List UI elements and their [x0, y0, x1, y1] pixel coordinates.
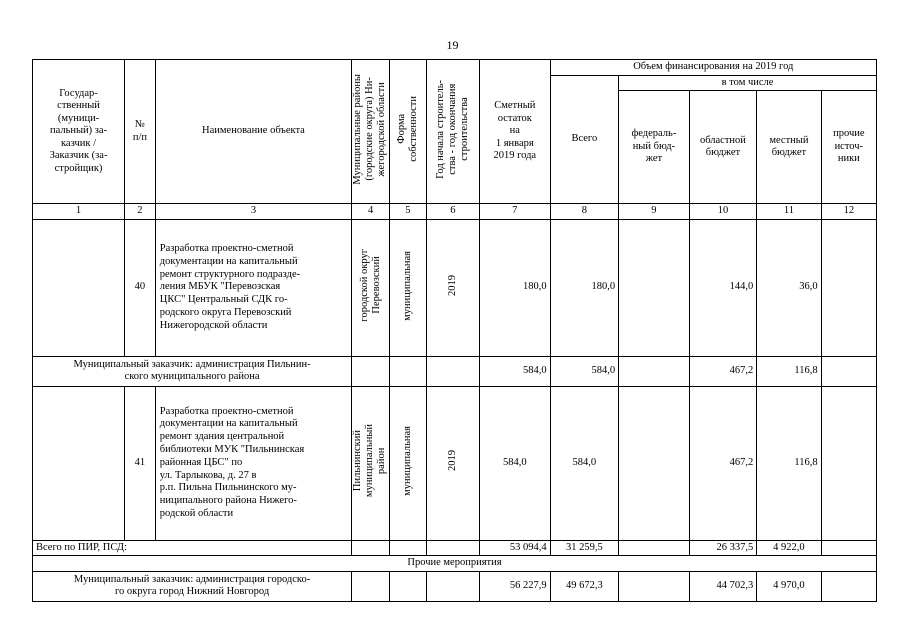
regional: 467,2: [689, 356, 757, 386]
total: 584,0: [550, 356, 619, 386]
table-row-total-pir: [33, 540, 877, 556]
header-federal: федераль- ный бюд- жет: [619, 91, 690, 204]
regional: 144,0: [689, 219, 757, 356]
table-row-customer-nn: [33, 571, 877, 601]
local: 4 970,0: [757, 571, 821, 601]
object-name: Разработка проектно-сметной документации на капитальный ремонт здания центральной библиотеки МУК "Пильнинская районная ЦБС" по ул. Тарлыкова, д. 27 в р.п. Пильна Пильнинского му- ниципального района Нижего- родской области: [155, 386, 351, 540]
col-num: 4: [352, 204, 390, 220]
financing-table: [32, 59, 877, 602]
cell-empty: [426, 571, 479, 601]
col-num: 7: [480, 204, 551, 220]
cell-empty: [426, 356, 479, 386]
other: [821, 219, 876, 356]
federal: [619, 571, 690, 601]
header-including: в том числе: [619, 75, 877, 91]
cell-empty: [352, 571, 390, 601]
header-estimate: Сметный остаток на 1 января 2019 года: [480, 60, 551, 204]
federal: [619, 540, 690, 556]
col-num: 5: [390, 204, 427, 220]
total: 180,0: [550, 219, 619, 356]
column-numbers-row: [33, 204, 877, 220]
federal: [619, 386, 690, 540]
table-row-item-41: [33, 386, 877, 540]
header-other: прочие источ- ники: [821, 91, 876, 204]
cell-empty: [33, 386, 125, 540]
other: [821, 540, 876, 556]
estimate: 56 227,9: [480, 571, 551, 601]
header-customer: Государ- ственный (муници- пальный) за- казчик / Заказчик (за- стройщик): [33, 60, 125, 204]
cell-empty: [390, 571, 427, 601]
col-num: 8: [550, 204, 619, 220]
page-number: 19: [446, 38, 459, 52]
local: 116,8: [757, 356, 821, 386]
local: 36,0: [757, 219, 821, 356]
section-title: Прочие мероприятия: [33, 556, 877, 572]
federal: [619, 219, 690, 356]
header-total: Всего: [550, 75, 619, 204]
total: 49 672,3: [550, 571, 619, 601]
cell-empty: [390, 540, 427, 556]
col-num: 12: [821, 204, 876, 220]
total-label: Всего по ПИР, ПСД:: [33, 540, 352, 556]
cell-empty: [426, 540, 479, 556]
col-num: 11: [757, 204, 821, 220]
other: [821, 386, 876, 540]
col-num: 6: [426, 204, 479, 220]
district: Пильнинский муниципальный район: [352, 386, 390, 540]
item-number: 40: [125, 219, 156, 356]
customer-label: Муниципальный заказчик: администрация городско- го округа город Нижний Новгород: [33, 571, 352, 601]
other: [821, 571, 876, 601]
header-ownership: Форма собственности: [390, 60, 427, 204]
header-financing: Объем финансирования на 2019 год: [550, 60, 876, 76]
other: [821, 356, 876, 386]
year: 2019: [426, 219, 479, 356]
customer-label: Муниципальный заказчик: администрация Пильнин- ского муниципального района: [33, 356, 352, 386]
object-name: Разработка проектно-сметной документации на капитальный ремонт структурного подразде- ления МБУК "Перевозская ЦКС" Центральный СДК го- родского округа Перевозский Нижегородской области: [155, 219, 351, 356]
estimate: 180,0: [480, 219, 551, 356]
ownership: муниципальная: [390, 219, 427, 356]
table-row-customer-pilna: [33, 356, 877, 386]
col-num: 1: [33, 204, 125, 220]
total: 31 259,5: [550, 540, 619, 556]
estimate: 584,0: [480, 356, 551, 386]
cell-empty: [390, 356, 427, 386]
regional: 467,2: [689, 386, 757, 540]
regional: 44 702,3: [689, 571, 757, 601]
header-years: Год начала строитель- ства - год окончания строительства: [426, 60, 479, 204]
header-row-1: [33, 60, 877, 76]
estimate: 53 094,4: [480, 540, 551, 556]
header-local: местный бюджет: [757, 91, 821, 204]
header-object-name: Наименование объекта: [155, 60, 351, 204]
ownership: муниципальная: [390, 386, 427, 540]
cell-empty: [352, 356, 390, 386]
header-district: Муниципальные районы (городские округа) Ни- жегородской области: [352, 60, 390, 204]
table-row-section-other: [33, 556, 877, 572]
estimate: 584,0: [480, 386, 551, 540]
district: городской округ Перевозский: [352, 219, 390, 356]
col-num: 10: [689, 204, 757, 220]
col-num: 2: [125, 204, 156, 220]
local: 4 922,0: [757, 540, 821, 556]
year: 2019: [426, 386, 479, 540]
col-num: 3: [155, 204, 351, 220]
header-number: № п/п: [125, 60, 156, 204]
regional: 26 337,5: [689, 540, 757, 556]
federal: [619, 356, 690, 386]
cell-empty: [352, 540, 390, 556]
item-number: 41: [125, 386, 156, 540]
cell-empty: [33, 219, 125, 356]
local: 116,8: [757, 386, 821, 540]
col-num: 9: [619, 204, 690, 220]
table-row-item-40: [33, 219, 877, 356]
total: 584,0: [550, 386, 619, 540]
header-regional: областной бюджет: [689, 91, 757, 204]
